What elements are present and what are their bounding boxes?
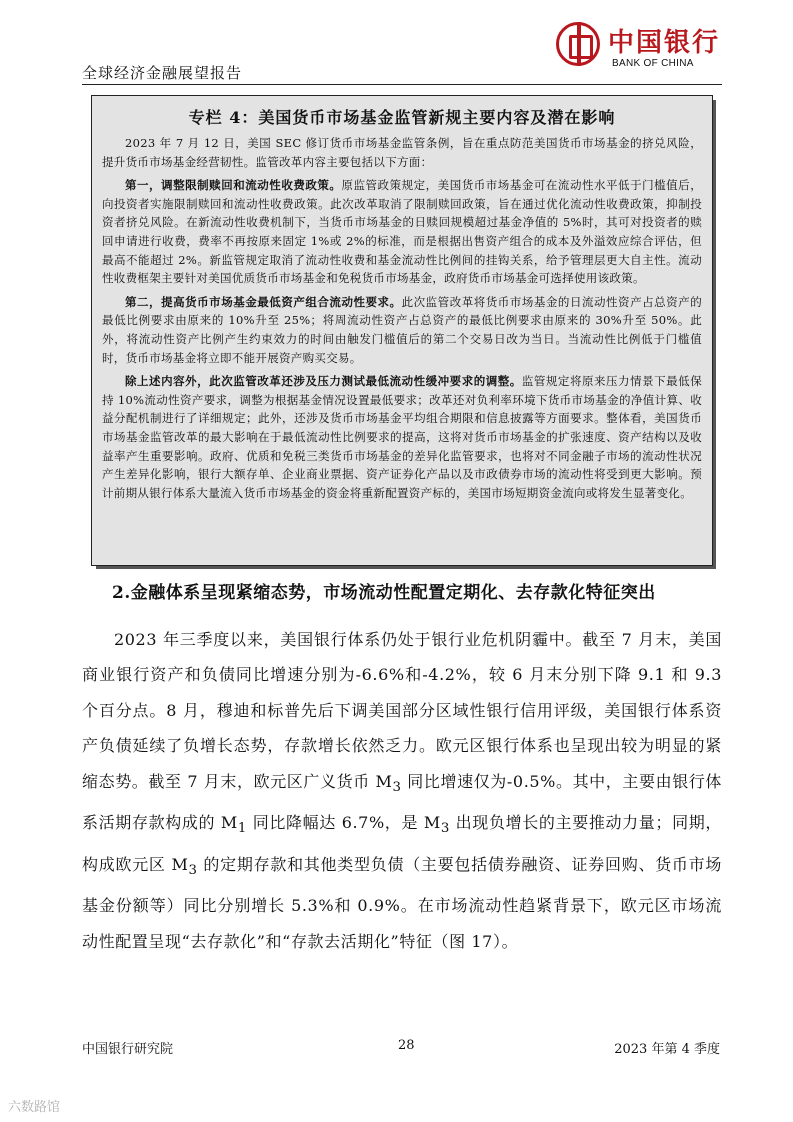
paragraph-3-lead: 除上述内容外，此次监管改革还涉及压力测试最低流动性缓冲要求的调整。 [125,374,522,389]
report-title: 全球经济金融展望报告 [82,64,243,82]
bank-logo-icon [556,22,600,66]
bank-of-china-logo [556,20,726,80]
column-intro: 2023 年 7 月 12 日，美国 SEC 修订货币市场基金监管条例，旨在重点防范美国货币市场基金的挤兑风险，提升货币市场基金经营韧性。监管改革内容主要包括以下方面： [102,136,702,169]
body-paragraph: 2023 年三季度以来，美国银行体系仍处于银行业危机阴霾中。截至 7 月末，美国商业银行资产和负债同比增速分别为-6.6%和-4.2%，较 6 月末分别下降 9.1 和 9.3 个百分点。8 月，穆迪和标普先后下调美国部分区域性银行信用评级，美国银行体系资产负债延续了负增长态势，存款增长依然乏力。欧元区银行体系也呈现出较为明显的紧缩态势。截至 7 月末，欧元区广义货币 $M_3$ 同比增速仅为-0.5%。其中，主要由银行体系活期存款构成的 $M_1$ 同比降幅达 6.7%，是 $M_3$ 出现负增长的主要推动力量；同期，构成欧元区 $M_3$ 的定期存款和其他类型负债（主要包括债券融资、证券回购、货币市场基金份额等）同比分别增长 5.3%和 0.9%。在市场流动性趋紧背景下，欧元区市场流动性配置呈现“去存款化”和“存款去活期化”特征（图 17）。 [82,630,723,951]
footer-publisher: 中国银行研究院 [82,1042,174,1057]
paragraph-3-body: 监管规定将原来压力情景下最低保持 10%流动性资产要求，调整为根据基金情况设置最低要求；改革还对负利率环境下货币市场基金的净值计算、收益分配机制进行了详细规定；此外，还涉及货币市场基金平均组合期限和信息披露等方面要求。整体看，美国货币市场基金监管改革的最大影响在于最低流动性比例要求的提高，这将对货币市场基金的扩张速度、资产结构以及收益率产生重要影响。政府、优质和免税三类货币市场基金的差异化监管要求，也将对不同金融子市场的流动性状况产生差异化影响，银行大额存单、企业商业票据、资产证券化产品以及市政债券市场的流动性将受到更大影响。预计前期从银行体系大量流入货币市场基金的资金将重新配置资产标的，美国市场短期资金流向或将发生显著变化。 [102,374,702,500]
paragraph-2-body: 此次监管改革将货币市场基金的日流动性资产占总资产的最低比例要求由原来的 10%升至 25%；将周流动性资产占总资产的最低比例要求由原来的 30%升至 50%。此外，将流动性资产比例产生约束效力的时间由触发门槛值后的第二个交易日改为当日。当流动性比例低于门槛值时，货币市场基金将立即不能开展资产购买交易。 [102,294,703,365]
column-paragraph-1 [102,176,702,288]
column-paragraph-2 [102,293,702,367]
paragraph-1-body: 原监管政策规定，美国货币市场基金可在流动性水平低于门槛值后，向投资者实施限制赎回和流动性收费政策。此次改革取消了限制赎回政策，旨在通过优化流动性收费政策，抑制投资者挤兑风险。在新流动性收费机制下，当货币市场基金的日赎回规模超过基金净值的 5%时，其可对投资者的赎回申请进行收费，费率不再按原来固定 1%或 2%的标准，而是根据出售资产组合的成本及外溢效应综合评估，但最高不能超过 2%。新监管规定取消了流动性收费和基金流动性比例间的挂钩关系，给予管理层更大自主性。流动性收费框架主要针对美国优质货币市场基金和免税货币市场基金，政府货币市场基金可选择使用该政策。 [102,178,703,286]
logo-english-name: BANK OF CHINA [612,58,694,69]
paragraph-2-lead: 第二，提高货币市场基金最低资产组合流动性要求。 [125,294,402,309]
header-divider [82,84,722,85]
footer-quarter: 2023 年第 4 季度 [614,1042,720,1057]
column-paragraph-3 [102,372,702,502]
paragraph-1-lead: 第一，调整限制赎回和流动性收费政策。 [125,178,342,193]
watermark: 六数路馆 [8,1099,61,1114]
logo-chinese-name: 中国银行 [608,28,721,58]
column-box [91,95,713,566]
page-number: 28 [398,1038,415,1053]
column-title: 专栏 4：美国货币市场基金监管新规主要内容及潜在影响 [188,108,616,127]
section-heading: 2.金融体系呈现紧缩态势，市场流动性配置定期化、去存款化特征突出 [112,583,656,603]
